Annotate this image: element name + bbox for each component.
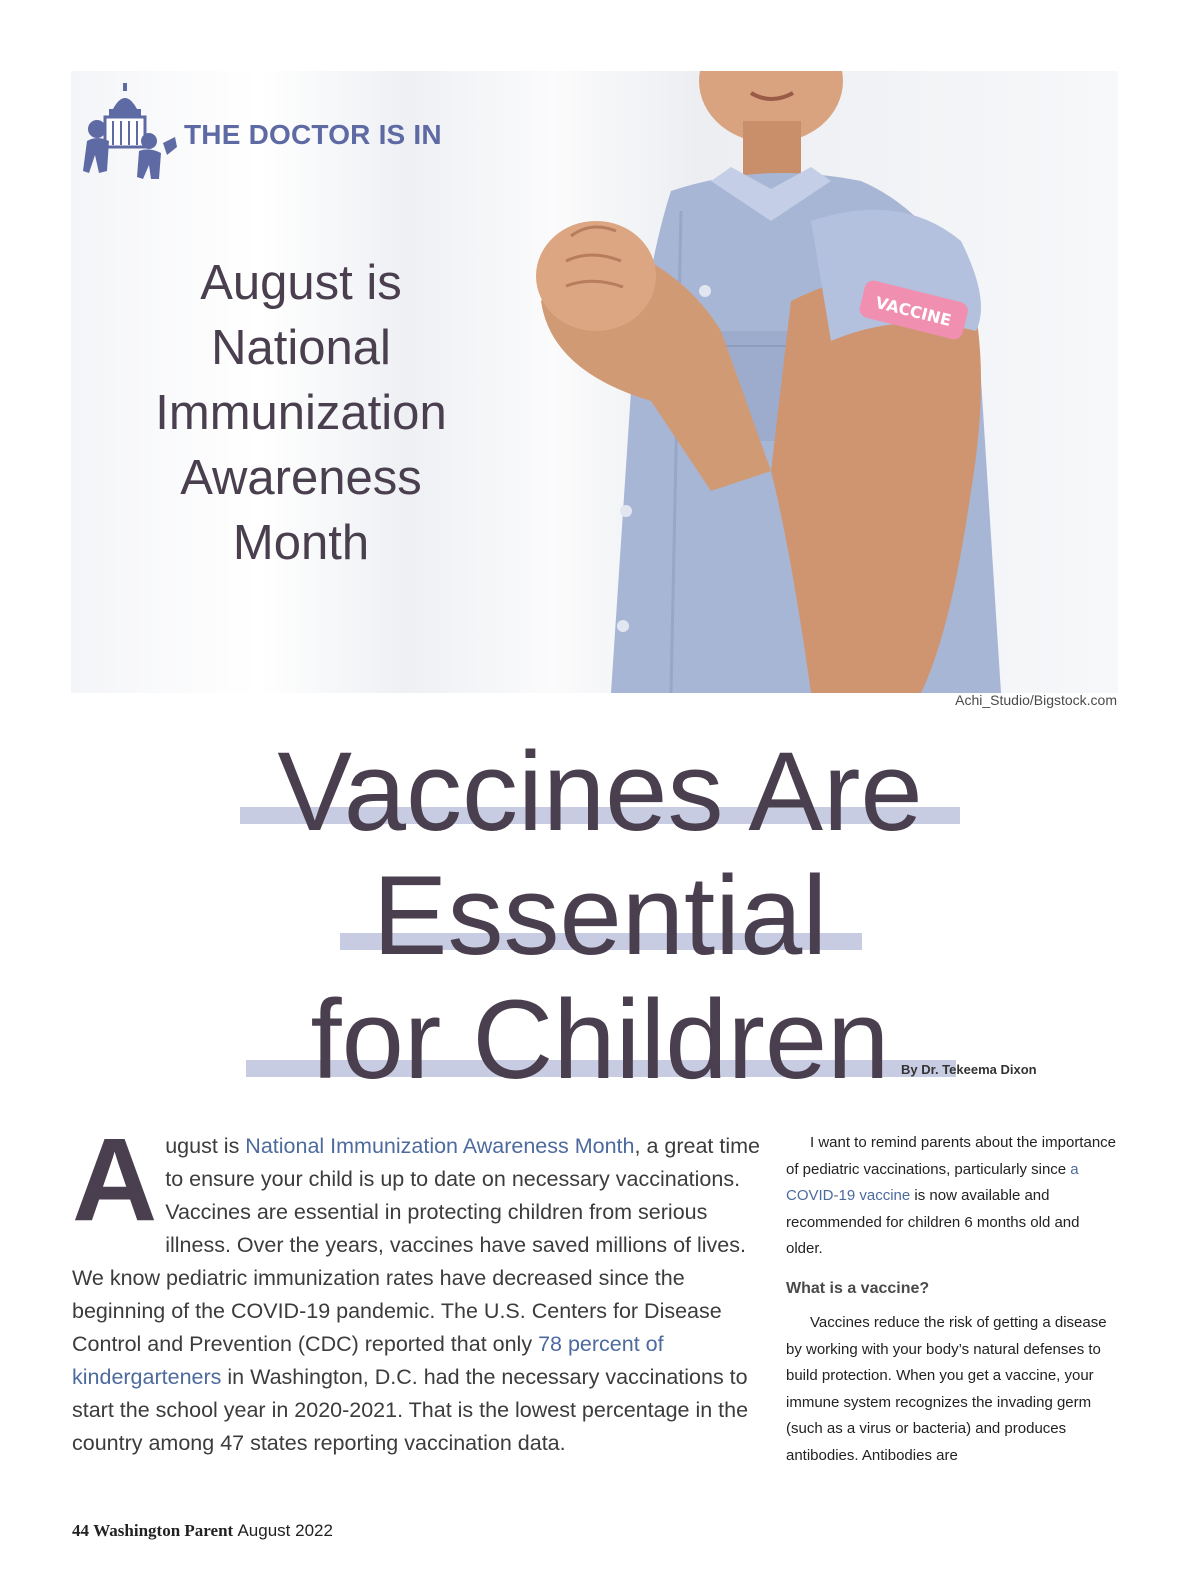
intro-paragraph [72, 1114, 760, 1460]
article-left-column [72, 1114, 760, 1460]
hero-headline-line: Month [232, 516, 370, 570]
awareness-month-link[interactable]: National Immunization Awareness Month [245, 1134, 635, 1158]
article-title [0, 720, 1200, 1102]
column-name: THE DOCTOR IS IN [184, 119, 442, 150]
paragraph: Vaccines reduce the risk of getting a disease by working with your body’s natural defenses to build protection. When you get a vaccine, your immune system recognizes the invading germ (such as a virus or bacteria) and produces antibodies. Antibodies are [786, 1314, 1107, 1464]
hero-headline-line: Awareness [180, 451, 422, 505]
bandage-text: VACCINE [873, 292, 954, 331]
covid-vaccine-link[interactable]: a COVID-19 vaccine [786, 1160, 1079, 1204]
dropcap: A [72, 1114, 158, 1246]
paragraph-text: in Washington, D.C. had the necessary vaccinations to start the school year in 2020-2021. That is the lowest percentage in the country among 47 states reporting vaccination data. [72, 1365, 749, 1455]
page-number: 44 [72, 1521, 89, 1540]
photo-credit: Achi_Studio/Bigstock.com [955, 692, 1117, 708]
hero-headline-line: Immunization [155, 386, 447, 440]
kindergarten-stat-link[interactable]: 78 percent of kindergarteners [72, 1332, 664, 1389]
title-line: Essential [372, 853, 828, 978]
publication-name: Washington Parent [93, 1521, 234, 1540]
paragraph-text: ugust is [165, 1134, 246, 1158]
hero-headline [131, 251, 471, 576]
article-right-column [786, 1130, 1118, 1469]
hero-image [71, 71, 1118, 693]
hero-headline-line: August is [200, 256, 402, 310]
paragraph-text: , a great time to ensure your child is up to date on necessary vaccinations. Vaccines are essential in protecting children from serious illness. Over the years, vaccines have saved millions of lives. We know pediatric immunization rates have decreased since the beginning of the COVID-19 pandemic. The U.S. Centers for Disease Control and Prevention (CDC) reported that only [72, 1134, 760, 1356]
page-footer [72, 1521, 333, 1541]
capitol-children-logo-icon [83, 79, 179, 187]
hero-headline-line: National [211, 321, 391, 375]
paragraph-text: is now available and recommended for children 6 months old and older. [786, 1187, 1080, 1257]
title-line: for Children [310, 977, 890, 1102]
section-heading: What is a vaccine? [786, 1279, 930, 1297]
paragraph-text: I want to remind parents about the importance of pediatric vaccinations, particularly since [786, 1134, 1117, 1178]
byline: By Dr. Tekeema Dixon [901, 1062, 1037, 1077]
title-line: Vaccines Are [277, 729, 923, 854]
paragraph [786, 1130, 1118, 1263]
issue-date: August 2022 [237, 1521, 333, 1540]
